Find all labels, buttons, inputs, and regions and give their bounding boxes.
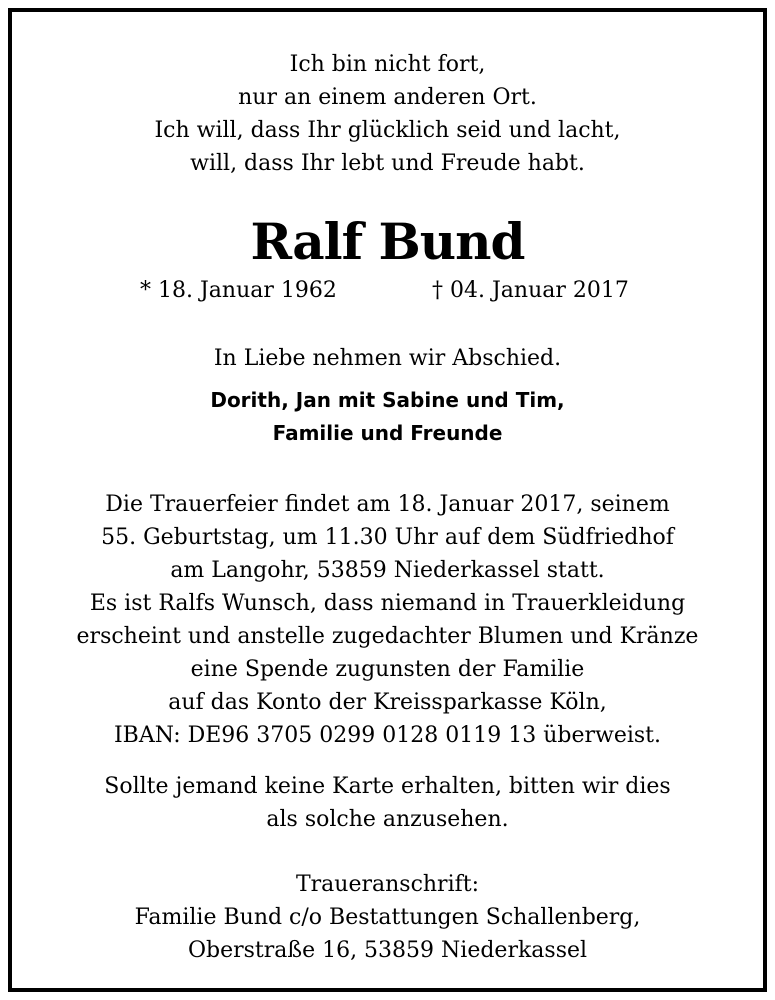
- ceremony-line: am Langohr, 53859 Niederkassel statt.: [170, 558, 605, 583]
- ceremony-line: eine Spende zugunsten der Familie: [190, 657, 585, 682]
- address-line: Familie Bund c/o Bestattungen Schallenberg,: [134, 905, 641, 930]
- mourning-address-block: [12, 868, 763, 967]
- ceremony-block: [12, 488, 763, 752]
- poem-line: will, dass Ihr lebt und Freude habt.: [190, 151, 585, 176]
- poem-line: Ich bin nicht fort,: [289, 52, 486, 77]
- closing-line: Sollte jemand keine Karte erhalten, bitten wir dies: [104, 774, 671, 799]
- obituary-content: [12, 12, 763, 988]
- ceremony-line: Die Trauerfeier findet am 18. Januar 2017, seinem: [105, 492, 670, 517]
- address-line: Oberstraße 16, 53859 Niederkassel: [187, 938, 588, 963]
- obituary-frame: [8, 8, 767, 992]
- life-dates: [12, 274, 763, 307]
- deceased-name: Ralf Bund: [250, 212, 525, 271]
- poem-line: Ich will, dass Ihr glücklich seid und lacht,: [154, 118, 621, 143]
- mourners-line: Familie und Freunde: [272, 421, 503, 445]
- farewell-text: [12, 342, 763, 375]
- ceremony-line: Es ist Ralfs Wunsch, dass niemand in Trauerkleidung: [89, 591, 686, 616]
- ceremony-line: 55. Geburtstag, um 11.30 Uhr auf dem Südfriedhof: [101, 525, 674, 550]
- ceremony-line: auf das Konto der Kreissparkasse Köln,: [168, 690, 607, 715]
- ceremony-line: erscheint und anstelle zugedachter Blumen und Kränze: [76, 624, 699, 649]
- closing-block: [12, 770, 763, 836]
- address-line: Traueranschrift:: [295, 872, 480, 897]
- birth-date: * 18. Januar 1962: [140, 278, 337, 303]
- ceremony-line: IBAN: DE96 3705 0299 0128 0119 13 überweist.: [113, 723, 661, 748]
- farewell-line: In Liebe nehmen wir Abschied.: [213, 346, 562, 371]
- poem-block: [12, 48, 763, 180]
- mourners-line: Dorith, Jan mit Sabine und Tim,: [210, 388, 565, 412]
- mourners-block: [12, 384, 763, 450]
- closing-line: als solche anzusehen.: [266, 807, 509, 832]
- poem-line: nur an einem anderen Ort.: [238, 85, 537, 110]
- death-date: † 04. Januar 2017: [432, 278, 629, 303]
